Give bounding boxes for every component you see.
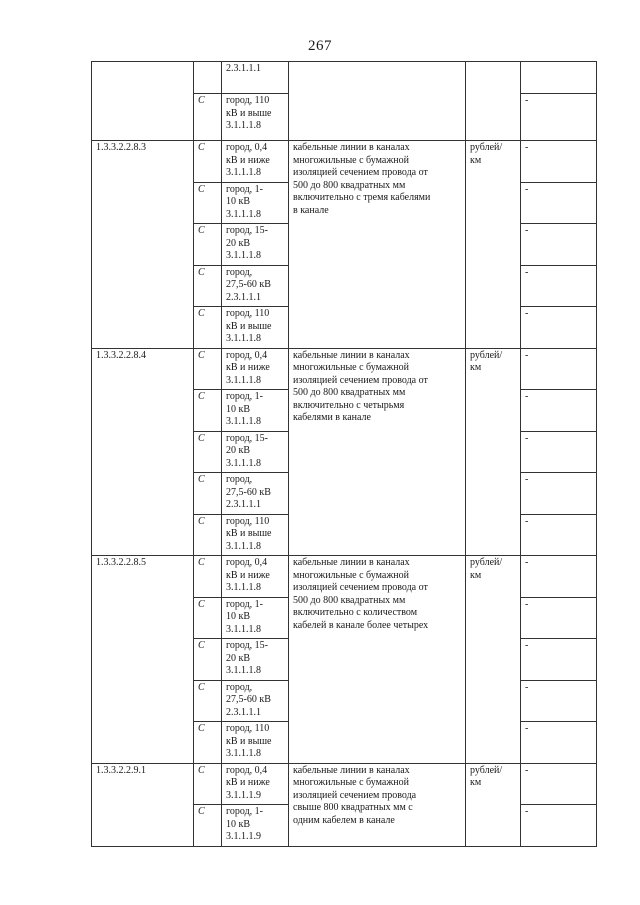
category-cell: С <box>194 94 222 141</box>
unit-cell <box>466 141 521 349</box>
territory-cell <box>222 348 289 390</box>
category-cell: С <box>194 307 222 349</box>
territory-line: 10 кВ <box>226 611 251 622</box>
value-cell: - <box>521 639 597 681</box>
category-cell: С <box>194 182 222 224</box>
territory-line: город, 110 <box>226 515 270 527</box>
territory-line: кВ и ниже <box>226 569 270 581</box>
territory-line: город, 1- <box>226 806 263 817</box>
territory-line: город, <box>226 474 253 485</box>
description-line: многожильные с бумажной <box>293 154 409 166</box>
territory-cell <box>222 763 289 805</box>
unit-line: км <box>470 777 482 788</box>
unit-line: рублей/ <box>470 349 503 361</box>
territory-line: город, 0,4 <box>226 557 268 568</box>
territory-line: 3.1.1.1.8 <box>226 374 261 386</box>
territory-line: 2.3.1.1.1 <box>226 291 261 303</box>
territory-line: город, <box>226 681 253 693</box>
code-cell: 1.3.3.2.2.8.3 <box>92 141 194 349</box>
territory-cell <box>222 556 289 598</box>
territory-line: кВ и выше <box>226 528 272 539</box>
territory-cell <box>222 94 289 141</box>
code-cell <box>92 62 194 141</box>
value-cell: - <box>521 141 597 183</box>
unit-line: рублей/ <box>470 142 503 153</box>
table-row <box>92 62 597 94</box>
description-line: изоляцией сечением провода от <box>293 374 428 386</box>
territory-line: 3.1.1.1.8 <box>226 120 261 131</box>
territory-line: 2.3.1.1.1 <box>226 706 261 718</box>
territory-line: 10 кВ <box>226 196 251 207</box>
territory-cell <box>222 62 289 94</box>
description-line: изоляцией сечением провода от <box>293 582 428 593</box>
unit-cell <box>466 763 521 846</box>
value-cell: - <box>521 805 597 847</box>
territory-line: город, 0,4 <box>226 142 268 153</box>
territory-cell <box>222 639 289 681</box>
tariff-table <box>91 61 597 847</box>
value-cell: - <box>521 390 597 432</box>
territory-line: 3.1.1.1.8 <box>226 540 261 552</box>
category-cell: С <box>194 348 222 390</box>
unit-line: км <box>470 362 482 373</box>
category-cell: С <box>194 224 222 266</box>
value-cell: - <box>521 431 597 473</box>
territory-line: 3.1.1.1.9 <box>226 831 261 842</box>
description-line: изоляцией сечением провода <box>293 789 417 801</box>
territory-line: город, 110 <box>226 308 270 319</box>
territory-line: 3.1.1.1.8 <box>226 208 261 220</box>
value-cell: - <box>521 265 597 307</box>
code-cell: 1.3.3.2.2.8.4 <box>92 348 194 556</box>
description-line: кабельные линии в каналах <box>293 557 410 568</box>
unit-line: км <box>470 569 482 581</box>
territory-line: кВ и выше <box>226 320 272 332</box>
territory-line: кВ и выше <box>226 107 272 119</box>
territory-line: город, 1- <box>226 391 263 402</box>
territory-line: 20 кВ <box>226 652 251 664</box>
unit-line: км <box>470 154 482 166</box>
description-cell <box>289 141 466 349</box>
territory-line: город, 15- <box>226 225 268 236</box>
value-cell: - <box>521 597 597 639</box>
table-row <box>92 556 597 598</box>
territory-line: 3.1.1.1.8 <box>226 623 261 635</box>
territory-line: 27,5-60 кВ <box>226 486 271 498</box>
category-cell: С <box>194 431 222 473</box>
territory-line: город, 1- <box>226 598 263 610</box>
category-cell: С <box>194 680 222 722</box>
territory-cell <box>222 597 289 639</box>
value-cell: - <box>521 348 597 390</box>
territory-line: 3.1.1.1.8 <box>226 333 261 344</box>
tariff-table-body <box>92 62 597 847</box>
description-line: свыше 800 квадратных мм с <box>293 802 413 813</box>
value-cell: - <box>521 473 597 515</box>
territory-line: 3.1.1.1.8 <box>226 665 261 676</box>
territory-line: город, 110 <box>226 723 270 734</box>
territory-cell <box>222 431 289 473</box>
category-cell: С <box>194 722 222 764</box>
territory-cell <box>222 307 289 349</box>
territory-cell <box>222 514 289 556</box>
description-line: многожильные с бумажной <box>293 569 409 581</box>
value-cell: - <box>521 224 597 266</box>
territory-line: кВ и ниже <box>226 777 270 788</box>
unit-cell <box>466 556 521 764</box>
table-row <box>92 763 597 805</box>
unit-cell <box>466 62 521 141</box>
territory-line: 3.1.1.1.8 <box>226 250 261 261</box>
description-line: многожильные с бумажной <box>293 362 409 373</box>
description-line: 500 до 800 квадратных мм <box>293 387 406 398</box>
territory-line: 20 кВ <box>226 237 251 249</box>
territory-line: город, 110 <box>226 95 270 106</box>
territory-line: кВ и выше <box>226 735 272 747</box>
territory-line: 10 кВ <box>226 403 251 415</box>
description-cell <box>289 763 466 846</box>
code-cell: 1.3.3.2.2.9.1 <box>92 763 194 846</box>
category-cell: С <box>194 639 222 681</box>
territory-cell <box>222 473 289 515</box>
category-cell: С <box>194 763 222 805</box>
description-line: многожильные с бумажной <box>293 777 409 788</box>
territory-line: 10 кВ <box>226 818 251 830</box>
value-cell: - <box>521 514 597 556</box>
unit-line: рублей/ <box>470 557 503 568</box>
territory-line: 3.1.1.1.8 <box>226 748 261 759</box>
territory-line: 3.1.1.1.9 <box>226 789 261 801</box>
territory-line: город, 0,4 <box>226 764 268 776</box>
territory-line: город, 0,4 <box>226 349 268 361</box>
category-cell: С <box>194 473 222 515</box>
description-line: кабелей в канале более четырех <box>293 619 429 631</box>
value-cell: - <box>521 182 597 224</box>
territory-line: кВ и ниже <box>226 362 270 373</box>
territory-cell <box>222 265 289 307</box>
value-cell: - <box>521 94 597 141</box>
description-line: включительно с четырьмя <box>293 399 405 411</box>
description-line: кабелями в канале <box>293 412 371 423</box>
description-line: кабельные линии в каналах <box>293 142 410 153</box>
unit-line: рублей/ <box>470 764 503 776</box>
description-line: 500 до 800 квадратных мм <box>293 179 406 191</box>
territory-line: кВ и ниже <box>226 154 270 166</box>
category-cell: С <box>194 805 222 847</box>
value-cell <box>521 62 597 94</box>
territory-line: 3.1.1.1.8 <box>226 582 261 593</box>
territory-line: 27,5-60 кВ <box>226 694 271 705</box>
value-cell: - <box>521 763 597 805</box>
territory-line: 3.1.1.1.8 <box>226 457 261 469</box>
category-cell: С <box>194 514 222 556</box>
page-number: 267 <box>308 38 332 54</box>
description-cell <box>289 348 466 556</box>
description-line: 500 до 800 квадратных мм <box>293 594 406 606</box>
territory-line: город, 15- <box>226 640 268 651</box>
category-cell <box>194 62 222 94</box>
territory-cell <box>222 805 289 847</box>
description-line: кабельные линии в каналах <box>293 349 410 361</box>
territory-line: 2.3.1.1.1 <box>226 63 261 74</box>
territory-cell <box>222 141 289 183</box>
territory-line: 3.1.1.1.8 <box>226 167 261 178</box>
territory-cell <box>222 390 289 432</box>
territory-line: 20 кВ <box>226 445 251 456</box>
territory-line: город, <box>226 266 253 278</box>
territory-cell <box>222 680 289 722</box>
table-row <box>92 348 597 390</box>
description-cell <box>289 556 466 764</box>
territory-line: 27,5-60 кВ <box>226 279 271 290</box>
description-cell <box>289 62 466 141</box>
description-line: кабельные линии в каналах <box>293 764 410 776</box>
description-line: в канале <box>293 204 329 216</box>
category-cell: С <box>194 141 222 183</box>
territory-cell <box>222 224 289 266</box>
territory-line: 3.1.1.1.8 <box>226 416 261 427</box>
territory-line: город, 15- <box>226 432 268 444</box>
value-cell: - <box>521 556 597 598</box>
category-cell: С <box>194 556 222 598</box>
territory-cell <box>222 182 289 224</box>
description-line: включительно с количеством <box>293 607 418 618</box>
value-cell: - <box>521 307 597 349</box>
territory-line: город, 1- <box>226 183 263 195</box>
description-line: включительно с тремя кабелями <box>293 192 431 203</box>
category-cell: С <box>194 597 222 639</box>
category-cell: С <box>194 265 222 307</box>
code-cell: 1.3.3.2.2.8.5 <box>92 556 194 764</box>
value-cell: - <box>521 680 597 722</box>
description-line: одним кабелем в канале <box>293 814 395 826</box>
value-cell: - <box>521 722 597 764</box>
description-line: изоляцией сечением провода от <box>293 167 428 178</box>
unit-cell <box>466 348 521 556</box>
table-row <box>92 141 597 183</box>
territory-cell <box>222 722 289 764</box>
territory-line: 2.3.1.1.1 <box>226 499 261 510</box>
category-cell: С <box>194 390 222 432</box>
